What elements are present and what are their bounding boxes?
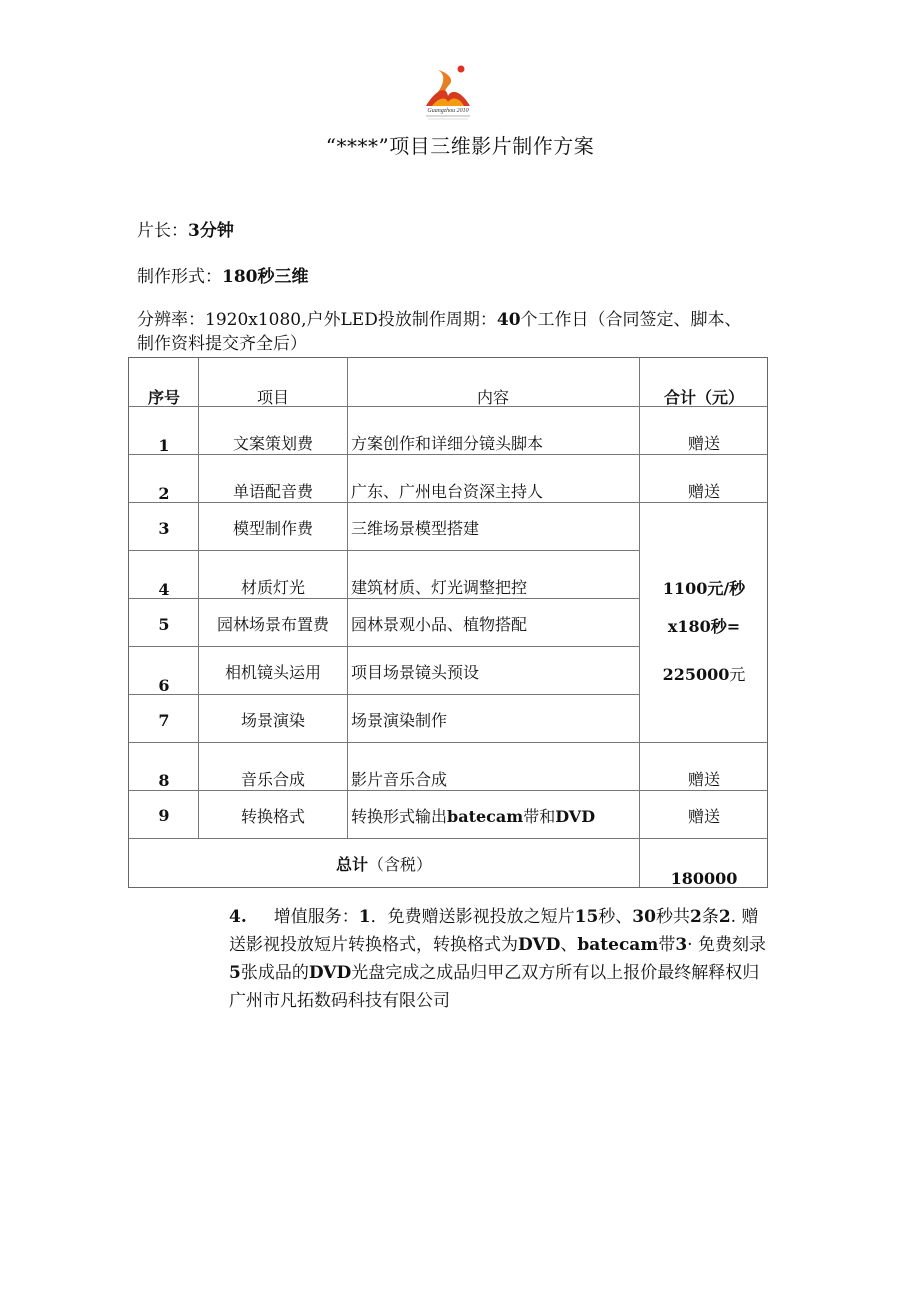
row-num: 9 bbox=[158, 806, 170, 825]
row-total: 赠送 bbox=[687, 434, 720, 453]
note-bold: DVD bbox=[308, 963, 352, 983]
content-text: 带和 bbox=[523, 807, 556, 826]
format-label: 制作形式： bbox=[137, 267, 222, 287]
merged-total-line2: x180秒= bbox=[667, 617, 741, 636]
header-total: 合计（元） bbox=[663, 388, 744, 407]
row-content: 建筑材质、灯光调整把控 bbox=[351, 578, 528, 597]
length-line bbox=[137, 220, 234, 242]
row-divider bbox=[129, 742, 767, 743]
note-text: 张成品的 bbox=[240, 963, 309, 983]
length-value: 3分钟 bbox=[188, 221, 234, 241]
row-num: 7 bbox=[158, 711, 170, 730]
row-item: 单语配音费 bbox=[232, 482, 313, 501]
note-text: 光盘完成之成品归甲乙双方所有以上报价最终解释权归广州市凡拓数码科技有限公司 bbox=[229, 963, 760, 1011]
note-text: · 免费刻录 bbox=[687, 935, 766, 955]
row-content: 影片音乐合成 bbox=[351, 770, 448, 789]
sum-label-note: （含税） bbox=[368, 855, 433, 874]
logo-text: Guangzhou 2010 bbox=[427, 108, 469, 114]
row-total: 赠送 bbox=[687, 770, 720, 789]
row-item: 模型制作费 bbox=[232, 519, 313, 538]
sum-value: 180000 bbox=[670, 869, 738, 888]
row-content: 方案创作和详细分镜头脚本 bbox=[351, 434, 544, 453]
row-content: 场景演染制作 bbox=[351, 711, 448, 730]
format-value: 180秒三维 bbox=[222, 267, 309, 287]
note-text: ．免费赠送影视投放之短片 bbox=[370, 907, 575, 927]
row-num: 1 bbox=[158, 436, 170, 455]
header-content: 内容 bbox=[476, 388, 509, 407]
row-divider bbox=[129, 838, 767, 839]
row-num: 6 bbox=[158, 676, 170, 695]
row-item: 转换格式 bbox=[240, 807, 305, 826]
content-bold: batecam bbox=[447, 807, 524, 826]
resolution-text-b: 个工作日（合同签定、脚本、制作资料提交齐全后） bbox=[137, 310, 742, 354]
merged-total-line3 bbox=[640, 662, 768, 685]
row-content bbox=[351, 804, 595, 827]
note-bold: 5 bbox=[229, 963, 241, 983]
sum-label bbox=[129, 852, 639, 875]
format-line bbox=[137, 266, 309, 288]
row-divider bbox=[129, 454, 767, 455]
merged-total-amount: 225000 bbox=[662, 665, 730, 684]
guangzhou-2010-logo bbox=[416, 62, 480, 122]
row-item: 音乐合成 bbox=[240, 770, 305, 789]
row-item: 文案策划费 bbox=[232, 434, 313, 453]
note-text: 秒、 bbox=[598, 907, 633, 927]
row-divider bbox=[129, 550, 639, 551]
row-content: 园林景观小品、植物搭配 bbox=[351, 615, 528, 634]
note-bold: 30 bbox=[632, 907, 656, 927]
note-bold: DVD bbox=[518, 935, 561, 955]
row-num: 5 bbox=[158, 615, 170, 634]
row-num: 4 bbox=[158, 580, 170, 599]
header-num: 序号 bbox=[147, 388, 180, 407]
note-num: 4. bbox=[229, 907, 247, 927]
row-divider bbox=[129, 790, 767, 791]
row-item: 相机镜头运用 bbox=[224, 663, 321, 682]
row-content: 广东、广州电台资深主持人 bbox=[351, 482, 544, 501]
note-text: . 赠送影视投放短片转换格式，转换格式为 bbox=[229, 907, 759, 955]
resolution-days: 40 bbox=[496, 310, 521, 330]
note-bold: 1 bbox=[358, 907, 371, 927]
row-num: 8 bbox=[158, 771, 170, 790]
note-text: 带 bbox=[658, 935, 676, 955]
row-content: 三维场景模型搭建 bbox=[351, 519, 480, 538]
note-bold: 2 bbox=[689, 907, 702, 927]
page-title: “****”项目三维影片制作方案 bbox=[325, 134, 595, 158]
note-text: 、 bbox=[560, 935, 578, 955]
row-item: 材质灯光 bbox=[240, 578, 305, 597]
quote-table bbox=[128, 357, 768, 888]
header-item: 项目 bbox=[256, 388, 289, 407]
value-added-note bbox=[229, 903, 769, 1015]
row-item: 场景演染 bbox=[240, 711, 305, 730]
note-bold: batecam bbox=[577, 935, 659, 955]
resolution-text-a: 分辨率：1920x1080,户外LED投放制作周期： bbox=[137, 310, 497, 330]
content-bold: DVD bbox=[555, 807, 596, 826]
row-item: 园林场景布置费 bbox=[216, 615, 329, 634]
row-num: 2 bbox=[158, 484, 170, 503]
row-content: 项目场景镜头预设 bbox=[351, 663, 480, 682]
row-divider bbox=[129, 502, 767, 503]
note-text: 增值服务： bbox=[273, 907, 359, 927]
note-text: 条 bbox=[701, 907, 719, 927]
row-divider bbox=[129, 646, 639, 647]
content-text: 转换形式输出 bbox=[351, 807, 448, 826]
note-bold: 15 bbox=[574, 907, 599, 927]
length-label: 片长： bbox=[137, 221, 188, 241]
row-divider bbox=[129, 598, 639, 599]
note-bold: 2 bbox=[718, 907, 731, 927]
merged-total-line1: 1100元/秒 bbox=[662, 579, 746, 598]
merged-total-unit: 元 bbox=[729, 665, 746, 684]
row-num: 3 bbox=[158, 519, 170, 538]
row-divider bbox=[129, 694, 639, 695]
sum-label-bold: 总计 bbox=[335, 855, 368, 874]
row-total: 赠送 bbox=[687, 807, 720, 826]
note-bold: 3 bbox=[675, 935, 688, 955]
note-text: 秒共 bbox=[655, 907, 690, 927]
resolution-paragraph bbox=[137, 308, 757, 356]
row-total: 赠送 bbox=[687, 482, 720, 501]
